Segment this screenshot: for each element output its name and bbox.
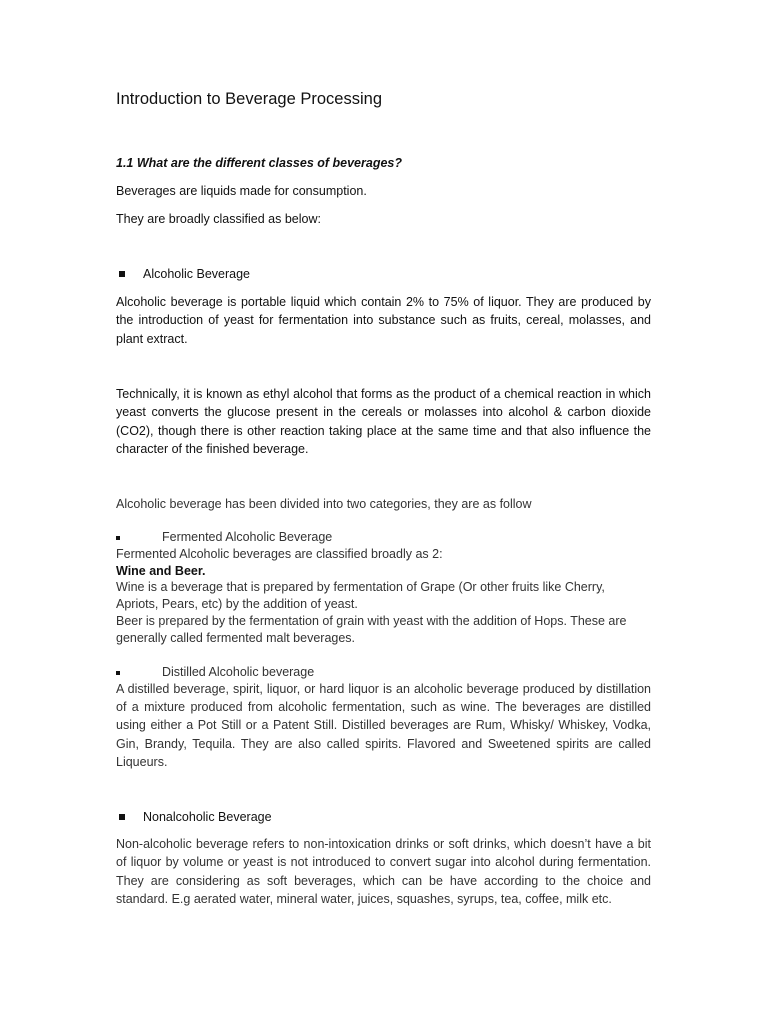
alcoholic-paragraph-2: Technically, it is known as ethyl alcohol that forms as the product of a chemical reaction in which yeast converts the glucose present in the cereals or molasses into alcohol & carbon dioxide (CO2), though there is other reaction taking place at the same time and that also influence the character of the finished beverage. <box>116 387 651 456</box>
small-square-bullet-icon <box>116 536 120 540</box>
distilled-paragraph: A distilled beverage, spirit, liquor, or hard liquor is an alcoholic beverage produced by distillation of a mixture produced from alcoholic fermentation, such as wine. The beverages are distilled using either a Pot Still or a Patent Still. Distilled beverages are Rum, Whisky/ Whiskey, Vodka, Gin, Brandy, Tequila. They are also called spirits. Flavored and Sweetened spirits are called Liqueurs. <box>116 682 651 769</box>
nonalcoholic-paragraph: Non-alcoholic beverage refers to non-intoxication drinks or soft drinks, which doesn’t have a bit of liquor by volume or yeast is not introduced to convert sugar into alcohol during fermentation. They are considering as soft beverages, which can be have according to the choice and standard. E.g aerated water, mineral water, juices, squashes, syrups, tea, coffee, milk etc. <box>116 837 651 906</box>
fermented-line-3: Wine is a beverage that is prepared by fermentation of Grape (Or other fruits like Cherry, <box>116 580 605 595</box>
alcoholic-paragraph-1: Alcoholic beverage is portable liquid which contain 2% to 75% of liquor. They are produced by the introduction of yeast for fermentation into substance such as fruits, cereal, molasses, and plant extract. <box>116 295 651 346</box>
section-heading: 1.1 What are the different classes of beverages? <box>116 156 402 170</box>
bullet-label: Alcoholic Beverage <box>143 267 251 281</box>
bullet-label: Nonalcoholic Beverage <box>143 810 272 824</box>
intro-line-2: They are broadly classified as below: <box>116 212 321 226</box>
fermented-line-2-bold: Wine and Beer. <box>116 563 206 578</box>
bullet-label: Distilled Alcoholic beverage <box>162 665 315 679</box>
document-title: Introduction to Beverage Processing <box>116 90 382 108</box>
fermented-line-1: Fermented Alcoholic beverages are classified broadly as 2: <box>116 547 443 561</box>
fermented-line-6: generally called fermented malt beverages. <box>116 630 356 645</box>
fermented-line-4: Apriots, Pears, etc) by the addition of yeast. <box>116 597 358 612</box>
small-square-bullet-icon <box>116 671 120 675</box>
square-bullet-icon <box>119 814 125 820</box>
bullet-label: Fermented Alcoholic Beverage <box>162 530 333 544</box>
square-bullet-icon <box>119 271 125 277</box>
fermented-text-block <box>116 546 636 646</box>
intro-line-1: Beverages are liquids made for consumption. <box>116 184 367 198</box>
categories-intro: Alcoholic beverage has been divided into two categories, they are as follow <box>116 497 532 511</box>
fermented-line-5: Beer is prepared by the fermentation of grain with yeast with the addition of Hops. These are <box>116 613 627 628</box>
